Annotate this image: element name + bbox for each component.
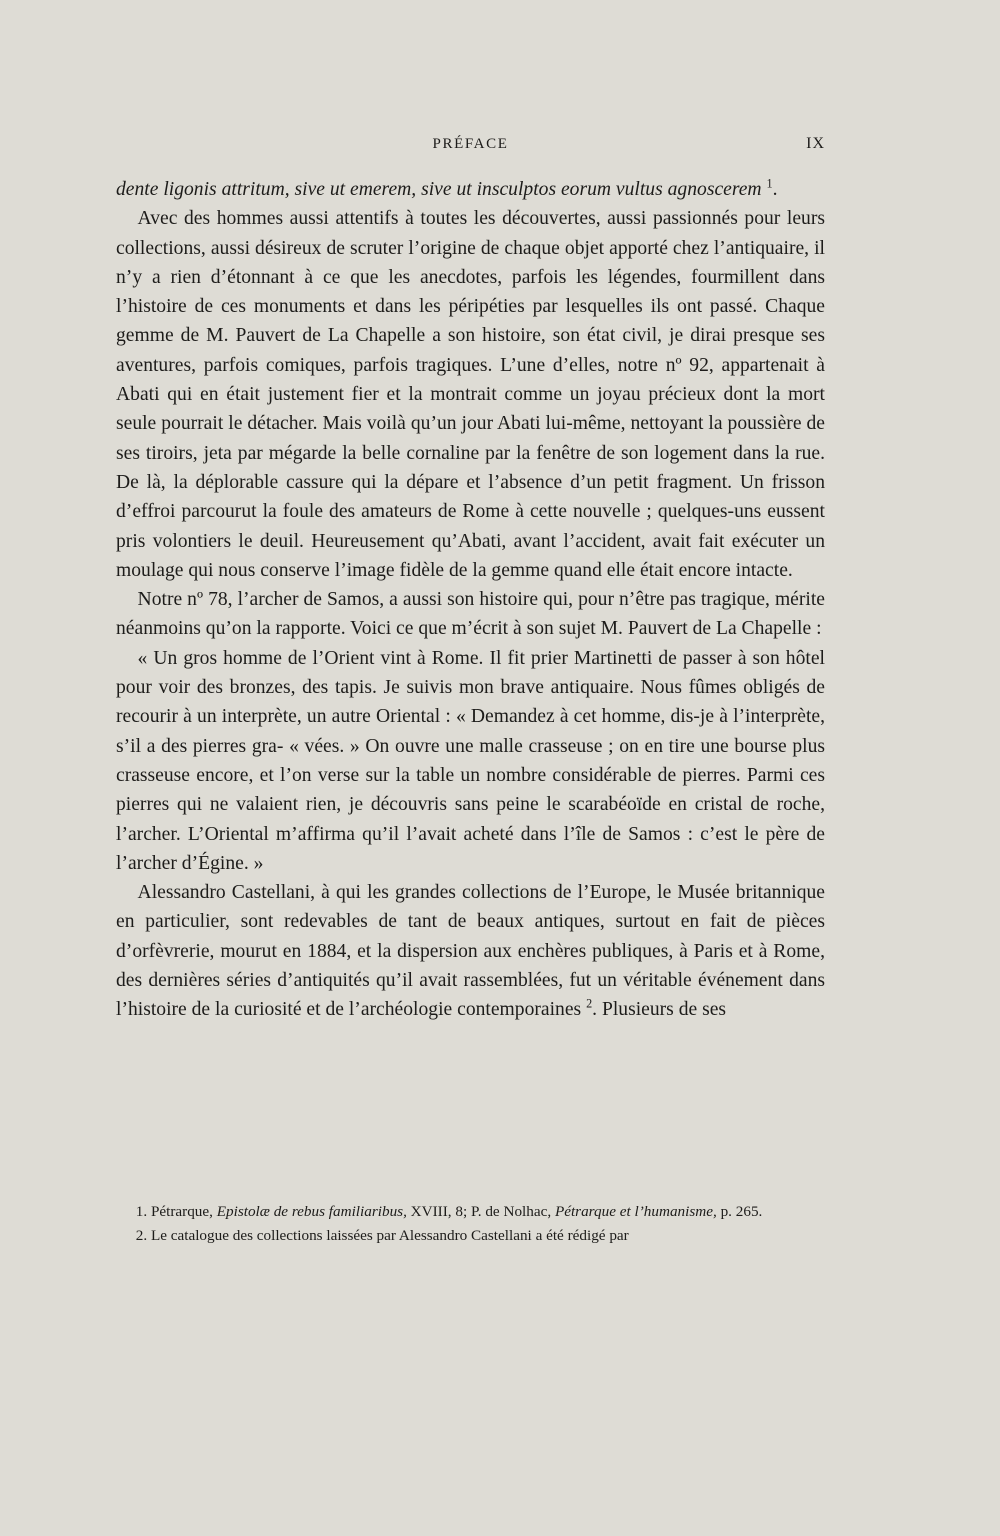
body-text bbox=[116, 175, 825, 1025]
paragraph-castellani bbox=[116, 878, 825, 1024]
footnote-text: XVIII, 8; P. de Nolhac, bbox=[410, 1203, 552, 1220]
footnote-title: Pétrarque et l’humanisme, bbox=[554, 1203, 717, 1220]
page-number: IX bbox=[806, 135, 825, 152]
paragraph-continued bbox=[116, 175, 825, 204]
footnote-1 bbox=[116, 1200, 825, 1224]
footnote-text: Le catalogue des collections laissées par Alessandro Castellani a été rédigé par bbox=[150, 1227, 629, 1244]
footnote-number: 2. bbox=[135, 1227, 148, 1244]
footnote-number: 1. bbox=[135, 1203, 148, 1220]
paragraph-letter-quote: « Un gros homme de l’Orient vint à Rome. Il fit prier Martinetti de passer à son hôtel pour voir des bronzes, des tapis. Je suivis mon brave antiquaire. Nous fûmes obligés de recourir à un interprète, un autre Oriental : « Demandez à cet homme, dis-je à l’interprète, s’il a des pierres gra- « vées. » On ouvre une malle crasseuse ; on en tire une bourse plus crasseuse encore, et l’on verse sur la table un nombre considérable de pierres. Parmi ces pierres qui ne valaient rien, je découvris sans peine le scarabéoïde en cristal de roche, l’archer. L’Oriental m’affirma qu’il l’avait acheté dans l’île de Samos : c’est le père de l’archer d’Égine. » bbox=[116, 647, 825, 874]
footnotes bbox=[116, 1200, 825, 1248]
paragraph-text: Alessandro Castellani, à qui les grandes collections de l’Europe, le Musée britannique en particulier, sont redevables de tant de beaux antiques, surtout en fait de pièces d’orfèvrerie, mourut en 1884, et la dispersion aux enchères publiques, à Paris et à Rome, des dernières séries d’antiquités qu’il avait rassemblées, fut un véritable événement dans l’histoire de la curiosité et de l’archéologie contemporaines bbox=[116, 882, 825, 1021]
paragraph-tail: . Plusieurs de ses bbox=[592, 999, 727, 1021]
footnote-text: Pétrarque, bbox=[150, 1203, 213, 1220]
footnote-title: Epistolæ de rebus familiaribus, bbox=[216, 1203, 407, 1220]
page-header bbox=[116, 134, 825, 156]
footnote-ref-1: 1 bbox=[766, 176, 773, 191]
footnote-text: p. 265. bbox=[720, 1203, 763, 1220]
paragraph-archer: Notre nº 78, l’archer de Samos, a aussi son histoire qui, pour n’être pas tragique, mérite néanmoins qu’on la rapporte. Voici ce que m’écrit à son sujet M. Pauvert de La Chapelle : bbox=[116, 589, 825, 640]
footnote-2 bbox=[116, 1224, 825, 1248]
footnote-ref-2: 2 bbox=[586, 996, 593, 1011]
paragraph-tail: . bbox=[772, 179, 778, 200]
latin-quotation: dente ligonis attritum, sive ut emerem, sive ut insculptos eorum vultus agnoscerem bbox=[116, 179, 762, 200]
paragraph-anecdotes: Avec des hommes aussi attentifs à toutes les découvertes, aussi passionnés pour leurs collections, aussi désireux de scruter l’origine de chaque objet apporté chez l’antiquaire, il n’y a rien d’étonnant à ce que les anecdotes, parfois les légendes, fourmillent dans l’histoire de ces monuments et dans les péripéties par lesquelles ils ont passé. Chaque gemme de M. Pauvert de La Chapelle a son histoire, son état civil, je dirai presque ses aventures, parfois comiques, parfois tragiques. L’une d’elles, notre nº 92, appartenait à Abati qui en était justement fier et la montrait comme un joyau précieux dont la mort seule pourrait le détacher. Mais voilà qu’un jour Abati lui-même, nettoyant la poussière de ses tiroirs, jeta par mégarde la belle cornaline par la fenêtre de son logement dans la rue. De là, la déplorable cassure qui la dépare et l’absence d’un petit fragment. Un frisson d’effroi parcourut la foule des amateurs de Rome à cette nouvelle ; quelques-uns eussent pris volontiers le deuil. Heureusement qu’Abati, avant l’accident, avait fait exécuter un moulage qui nous conserve l’image fidèle de la gemme quand elle était encore intacte. bbox=[116, 208, 825, 581]
running-title: PRÉFACE bbox=[432, 136, 509, 152]
